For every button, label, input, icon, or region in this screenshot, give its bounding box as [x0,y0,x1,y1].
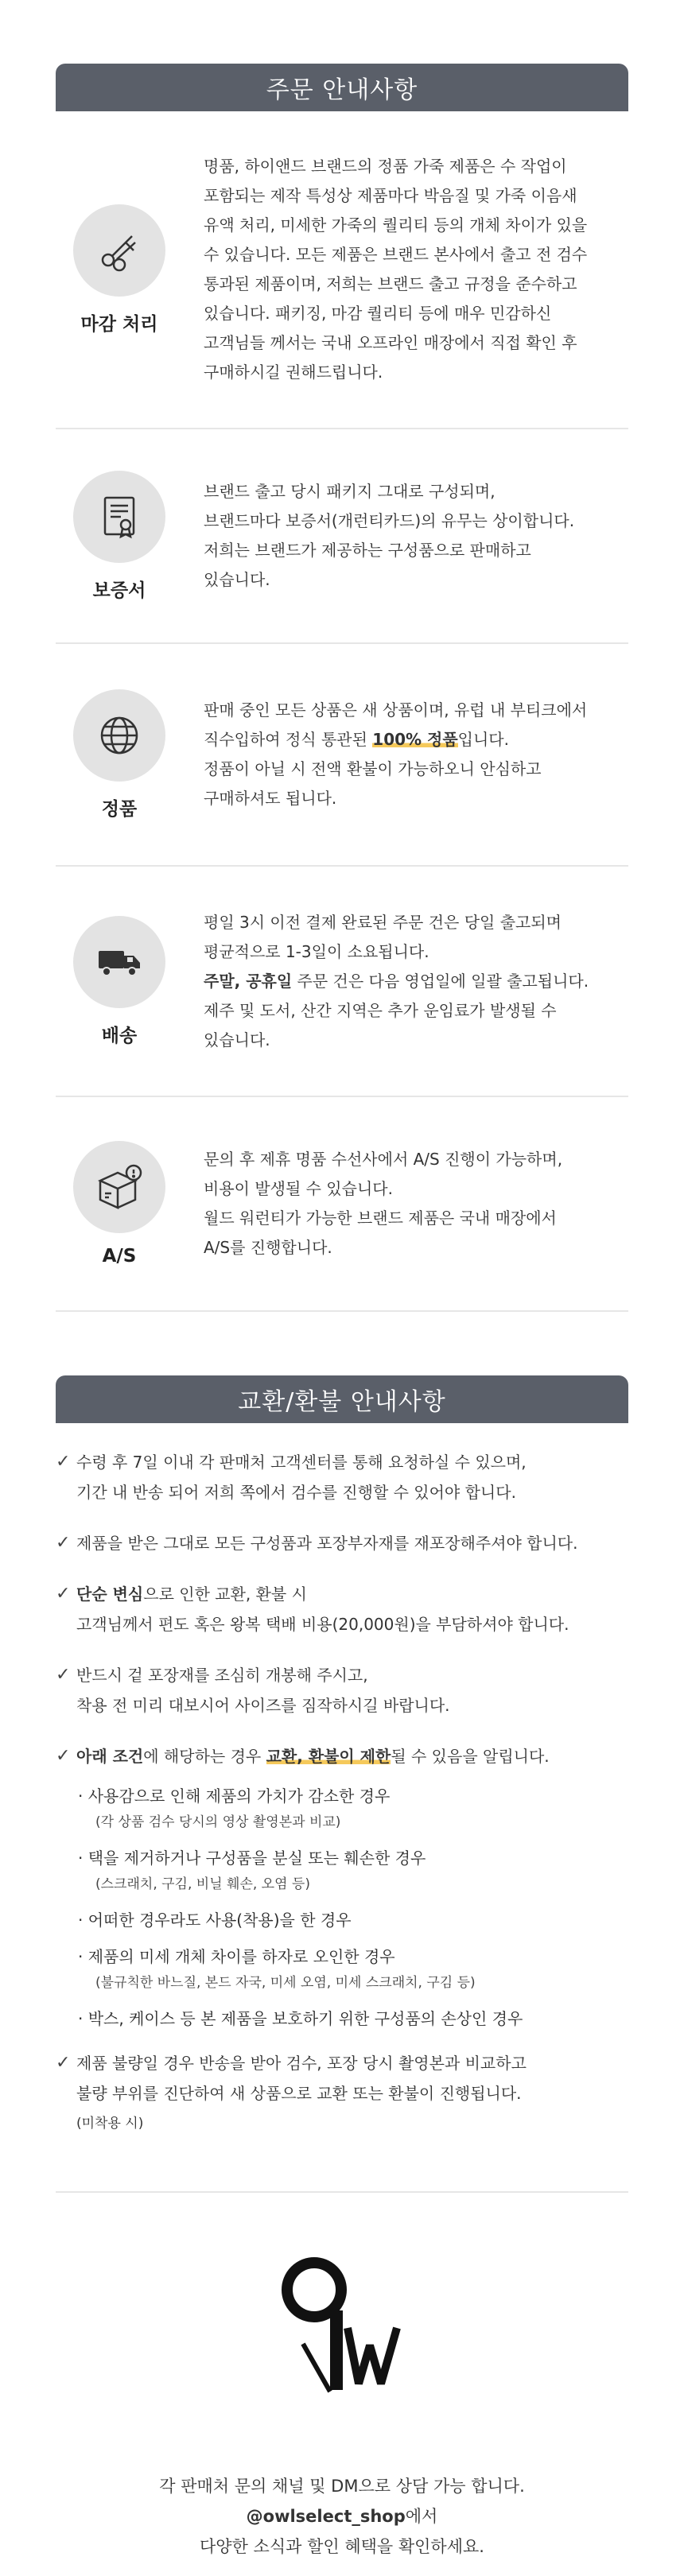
box-info-icon [73,1141,165,1233]
footer-text: 각 판매처 문의 채널 및 DM으로 상담 가능 합니다. @owlselect_shop에서 다양한 소식과 할인 혜택을 확인하세요. [159,2477,525,2556]
notice-row-as [56,1097,628,1312]
footer [56,2193,628,2562]
finishing-text: 명품, 하이앤드 브랜드의 정품 가죽 제품은 수 작업이 포함되는 제작 특성상 제품마다 박음질 및 가죽 이음새 유액 처리, 미세한 가죽의 퀄리티 등의 개체 차이가 있을 수 있습니다. 모든 제품은 브랜드 본사에서 출고 전 검수 통과된 제품이며, 저희는 브랜드 출고 규정을 준수하고 있습니다. 패키징, 마감 퀄리티 등에 매우 민감하신 고객님들 께서는 국내 오프라인 매장에서 직접 확인 후 구매하시길 권해드립니다. [204,157,588,382]
check-icon: ✓ [56,2053,71,2073]
list-item: ✓ 반드시 겉 포장재를 조심히 개봉해 주시고, 착용 전 미리 대보시어 사이즈를 짐작하시길 바랍니다. [56,1660,628,1721]
check-icon: ✓ [56,1665,71,1685]
genuine-label: 정품 [101,798,138,820]
warranty-text: 브랜드 출고 당시 패키지 그대로 구성되며, 브랜드마다 보증서(개런티카드)의 유무는 상이합니다. 저희는 브랜드가 제공하는 구성품으로 판매하고 있습니다. [204,482,575,589]
warranty-label: 보증서 [92,580,146,601]
check-icon: ✓ [56,1584,71,1604]
notice-row-shipping [56,867,628,1097]
truck-icon [73,916,165,1008]
scissors-icon [73,204,165,297]
certificate-icon [73,471,165,563]
check-icon: ✓ [56,1452,71,1472]
as-label: A/S [102,1246,137,1267]
instagram-link[interactable]: @owlselect_shop [246,2507,406,2526]
genuine-text: 판매 중인 모든 상품은 새 상품이며, 유럽 내 부티크에서 직수입하여 정식 통관된 100% 정품입니다. 정품이 아닐 시 전액 환불이 가능하오니 안심하고 구매하셔도 됩니다. [204,700,588,808]
check-icon: ✓ [56,1533,71,1553]
list-item: ✓ 수령 후 7일 이내 각 판매처 고객센터를 통해 요청하실 수 있으며, 기간 내 반송 되어 저희 쪽에서 검수를 진행할 수 있어야 합니다. [56,1447,628,1507]
list-item: ✓ 단순 변심으로 인한 교환, 환불 시 고객님께서 편도 혹은 왕복 택배 비용(20,000원)을 부담하셔야 합니다. [56,1579,628,1639]
notice-row-finishing [56,111,628,429]
as-text: 문의 후 제휴 명품 수선사에서 A/S 진행이 가능하며, 비용이 발생될 수 있습니다. 월드 워런티가 가능한 브랜드 제품은 국내 매장에서 A/S를 진행합니다. [204,1150,563,1257]
list-item: ✓ 제품 불량일 경우 반송을 받아 검수, 포장 당시 촬영본과 비교하고 불량 부위를 진단하여 새 상품으로 교환 또는 환불이 진행됩니다. (미착용 시) [56,2048,628,2139]
shipping-label: 배송 [101,1025,138,1046]
restriction-highlight: 교환, 환불이 제한 [266,1747,391,1766]
notice-row-genuine [56,644,628,867]
globe-icon [73,689,165,782]
owl-logo [274,2248,410,2399]
order-notice-header: 주문 안내사항 [56,64,628,111]
list-item: ✓ 제품을 받은 그대로 모든 구성품과 포장부자재를 재포장해주셔야 합니다. [56,1528,628,1558]
conditions-list: · 사용감으로 인해 제품의 가치가 감소한 경우 (각 상품 검수 당시의 영상 촬영본과 비교) · 택을 제거하거나 구성품을 분실 또는 훼손한 경우 (스크래치, 구김, 비닐 훼손, 오염 등) · 어떠한 경우라도 사용(착용)을 한 경우 · 제품의 미세 개체 차이를 하자로 오인한 경우 (불규칙한 바느질, 본드 자국, 미세 오염, 미세 스크래치, 구김 등) · 박스, 케이스 등 본 제품을 보호하기 위한 구성품의 손상인 경우 [78,1787,523,2028]
check-icon: ✓ [56,1746,71,1766]
shipping-text: 평일 3시 이전 결제 완료된 주문 건은 당일 출고되며 평균적으로 1-3일이 소요됩니다. 주말, 공휴일 주문 건은 다음 영업일에 일괄 출고됩니다. 제주 및 도서, 산간 지역은 추가 운임료가 발생될 수 있습니다. [204,912,589,1049]
exchange-notice-header: 교환/환불 안내사항 [56,1375,628,1423]
notice-row-warranty [56,429,628,644]
list-item: ✓ 아래 조건에 해당하는 경우 교환, 환불이 제한될 수 있음을 알립니다. [56,1741,628,1771]
exchange-list [56,1423,628,2193]
genuine-highlight: 100% 정품 [372,730,458,749]
finishing-label: 마감 처리 [80,313,158,335]
